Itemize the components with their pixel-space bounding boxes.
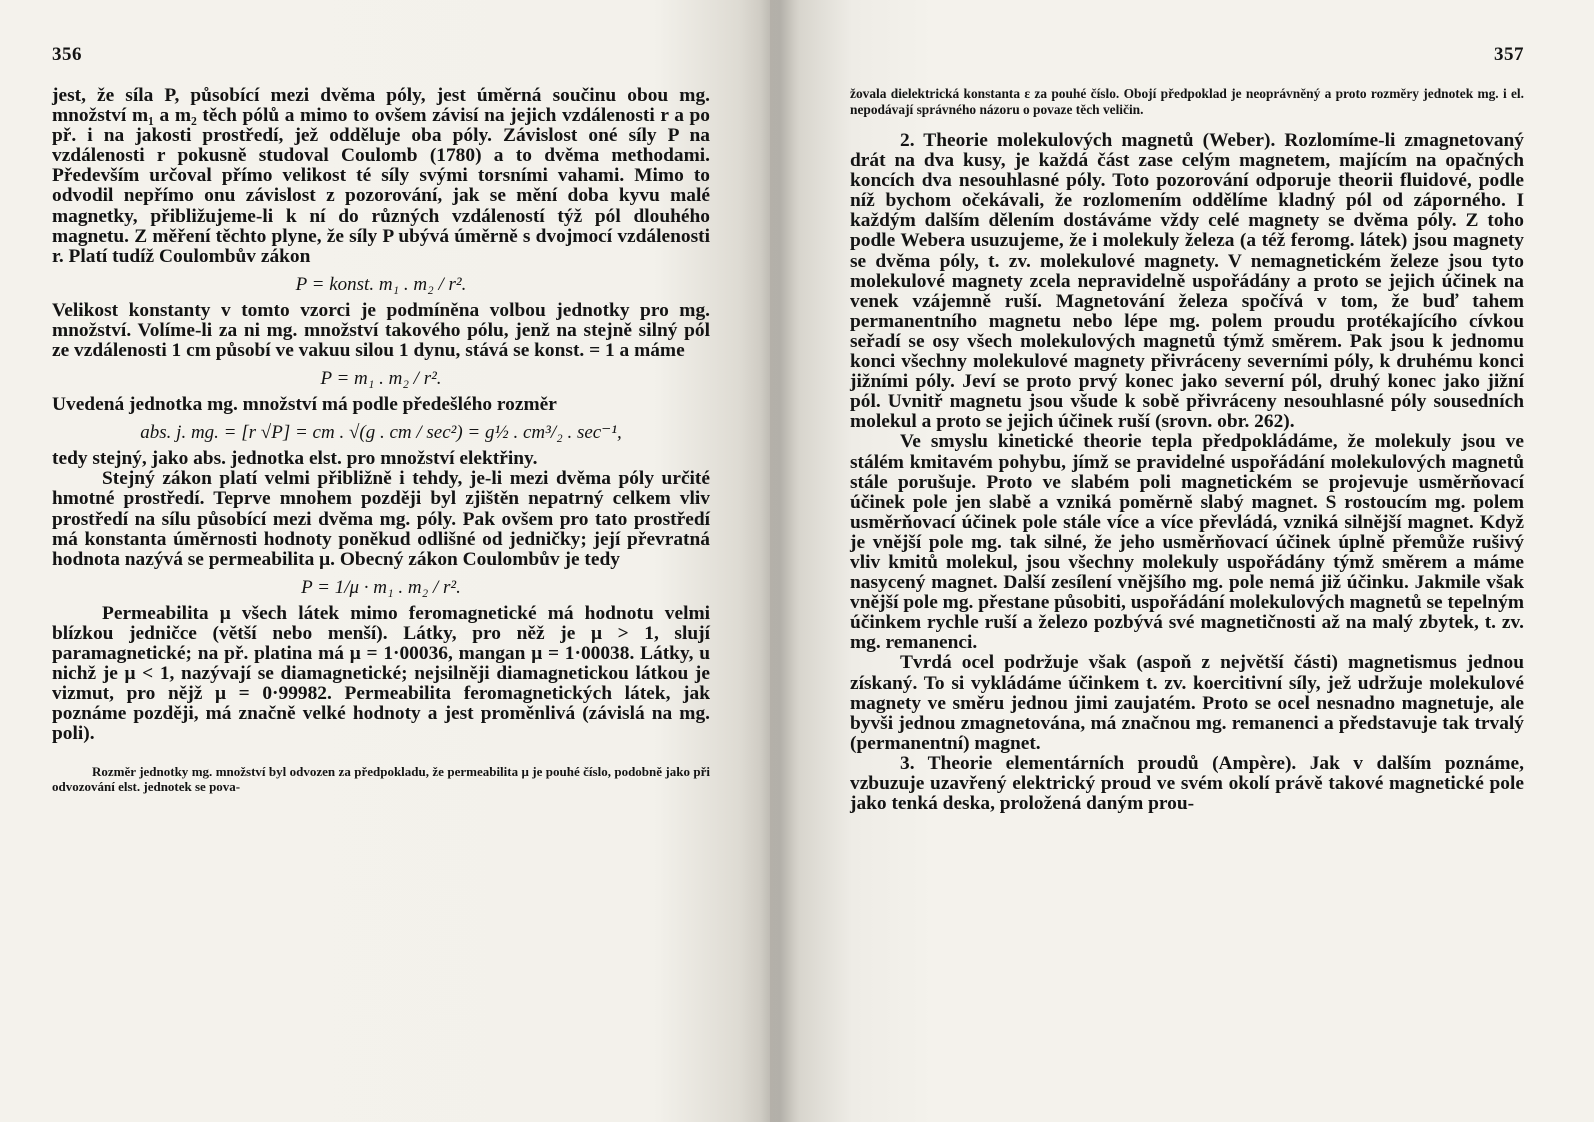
equation-coulomb-konst: P = konst. m₁ . m₂ / r². <box>295 273 467 295</box>
right-page <box>770 0 1594 1122</box>
equation-dimension: abs. j. mg. = [r √P] = cm . √(g . cm / sec²) = g½ . cm³/₂ . sec⁻¹, <box>140 422 622 444</box>
page-number-left: 356 <box>52 44 82 65</box>
left-footnote: Rozměr jednotky mg. množství byl odvozen za předpokladu, že permeabilita μ je pouhé číslo, podobně jako při odvozování elst. jednotek se pova- <box>52 764 710 795</box>
left-page <box>0 0 770 1122</box>
right-paragraph-4: 3. Theorie elementárních proudů (Ampère). Jak v dalším poznáme, vzbuzuje uzavřený elektrický proud ve svém okolí právě takové magnetické pole jako tenká deska, proložená daným prou- <box>850 752 1524 815</box>
left-paragraph-5: Stejný zákon platí velmi přibližně i tehdy, je-li mezi dvěma póly určité hmotné prostředí. Teprve mnohem později byl zjištěn nepatrný celkem vliv prostředí na sílu působící mezi dvěma mg. póly. Pak ovšem pro tato prostředí má konstanta úměrnosti hodnoty poněkud odlišné od jedničky; její převratná hodnota nazývá se permeabilita μ. Obecný zákon Coulombův je tedy <box>52 468 710 570</box>
left-paragraph-3: Uvedená jednotka mg. množství má podle předešlého rozměr <box>52 394 557 416</box>
left-paragraph-6: Permeabilita μ všech látek mimo feromagnetické má hodnotu velmi blízkou jedničce (větší nebo menší). Látky, pro něž je μ > 1, slují paramagnetické; na př. platina má μ = 1·00036, mangan μ = 1·00038. Látky, u nichž je μ < 1, nazývají se diamagnetické; nejsilněji diamagnetickou látkou je vizmut, pro nějž μ = 0·99982. Permeabilita feromagnetických látek, jak poznáme později, má značně velké hodnoty a jest proměnlivá (závislá na mg. poli). <box>52 602 710 745</box>
equation-coulomb-unit: P = m₁ . m₂ / r². <box>320 368 442 390</box>
right-paragraph-2: Ve smyslu kinetické theorie tepla předpokládáme, že molekuly jsou ve stálém kmitavém pohybu, jímž se pravidelné uspořádání molekulových magnetů stále porušuje. Proto ve slabém poli magnetickém se projevuje usměrňovací účinek pole jen slabě a vzniká poměrně slabý magnet. S rostoucím mg. polem usměrňovací účinek pole stále více a více převládá, vzniká silnější magnet. Když je vnější pole mg. tak silné, že jeho usměrňovací účinek úplně přemůže rušivý vliv kmitů molekul, jsou všechny molekuly uspořádány týmž směrem a máme nasycený magnet. Další zesílení vnějšího mg. pole nemá již účinku. Jakmile však vnější pole mg. přestane působiti, uspořádání molekulových magnetů se tepelným účinkem rychle ruší a železo pozbývá své magnetičnosti až na malý zbytek, t. zv. mg. remanenci. <box>850 431 1524 654</box>
left-paragraph-2: Velikost konstanty v tomto vzorci je podmíněna volbou jednotky pro mg. množství. Volíme-li za ni mg. množství takového pólu, jenž na stejně silný pól ze vzdálenosti 1 cm působí ve vakuu silou 1 dynu, stává se konst. = 1 a máme <box>52 299 710 362</box>
page-number-right: 357 <box>1494 44 1524 65</box>
left-paragraph-1: jest, že síla P, působící mezi dvěma póly, jest úměrná součinu obou mg. množství m₁ a m₂ těch pólů a mimo to ovšem závisí na jejich vzdálenosti r a po př. i na jakosti prostředí, jež odděluje oba póly. Závislost oné síly P na vzdálenosti r pokusně studoval Coulomb (1780) a to dvěma methodami. Především určoval přímo velikost té síly svými torsními vahami. Mimo to odvodil nepřímo onu závislost z pozorování, jak se mění doba kyvu malé magnetky, přibližujeme-li k ní do různých vzdáleností týž pól dlouhého magnetu. Z měření těchto plyne, že síly P ubývá úměrně s dvojmocí vzdálenosti r. Platí tudíž Coulombův zákon <box>52 85 710 267</box>
equation-permeability: P = 1/μ · m₁ . m₂ / r². <box>301 576 461 598</box>
right-paragraph-3: Tvrdá ocel podržuje však (aspoň z největší části) magnetismus jednou získaný. To si vykládáme účinkem t. zv. koercitivní síly, jež udržuje molekulové magnety ve směru jednou jimi zaujatém. Proto se ocel nesnadno magnetuje, ale byvši jednou zmagnetována, má značnou mg. remanenci a představuje tak trvalý (permanentní) magnet. <box>850 652 1524 754</box>
right-footnote-continuation: žovala dielektrická konstanta ε za pouhé číslo. Obojí předpoklad je neoprávněný a proto rozměry jednotek mg. i el. nepodávají správného názoru o povaze těch veličin. <box>850 86 1524 117</box>
right-paragraph-1: 2. Theorie molekulových magnetů (Weber). Rozlomíme-li zmagnetovaný drát na dva kusy, je každá část zase celým magnetem, majícím na opačných koncích dva nesouhlasné póly. Toto pozorování odporuje theorii fluidové, podle níž bychom očekávali, že rozlomením oddělíme kladný pól od záporného. I každým dalším dělením dostáváme vždy celé magnety se dvěma póly. Z toho podle Webera usuzujeme, že i molekuly železa (a též feromg. látek) jsou magnety se dvěma póly, t. zv. molekulové magnety. V nemagnetickém železe jsou tyto molekulové magnety zcela nepravidelně uspořádány a proto se jejich účinek na venek vzájemně ruší. Magnetování železa spočívá v tom, že buď tahem permanentního magnetu nebo lépe mg. polem proudu protékajícího cívkou seřadí se osy všech molekulových magnetů týmž směrem. Pak jsou k jednomu konci všechny molekulové magnety přivráceny severními póly, k druhému konci jižními póly. Jeví se proto prvý konec jako severní pól, druhý konec jako jižní pól. Uvnitř magnetu jsou všude k sobě přivráceny nesouhlasné póly sousedních molekul a proto se jejich účinek ruší (srovn. obr. 262). <box>850 130 1524 433</box>
left-paragraph-4: tedy stejný, jako abs. jednotka elst. pro množství elektřiny. <box>52 448 538 470</box>
